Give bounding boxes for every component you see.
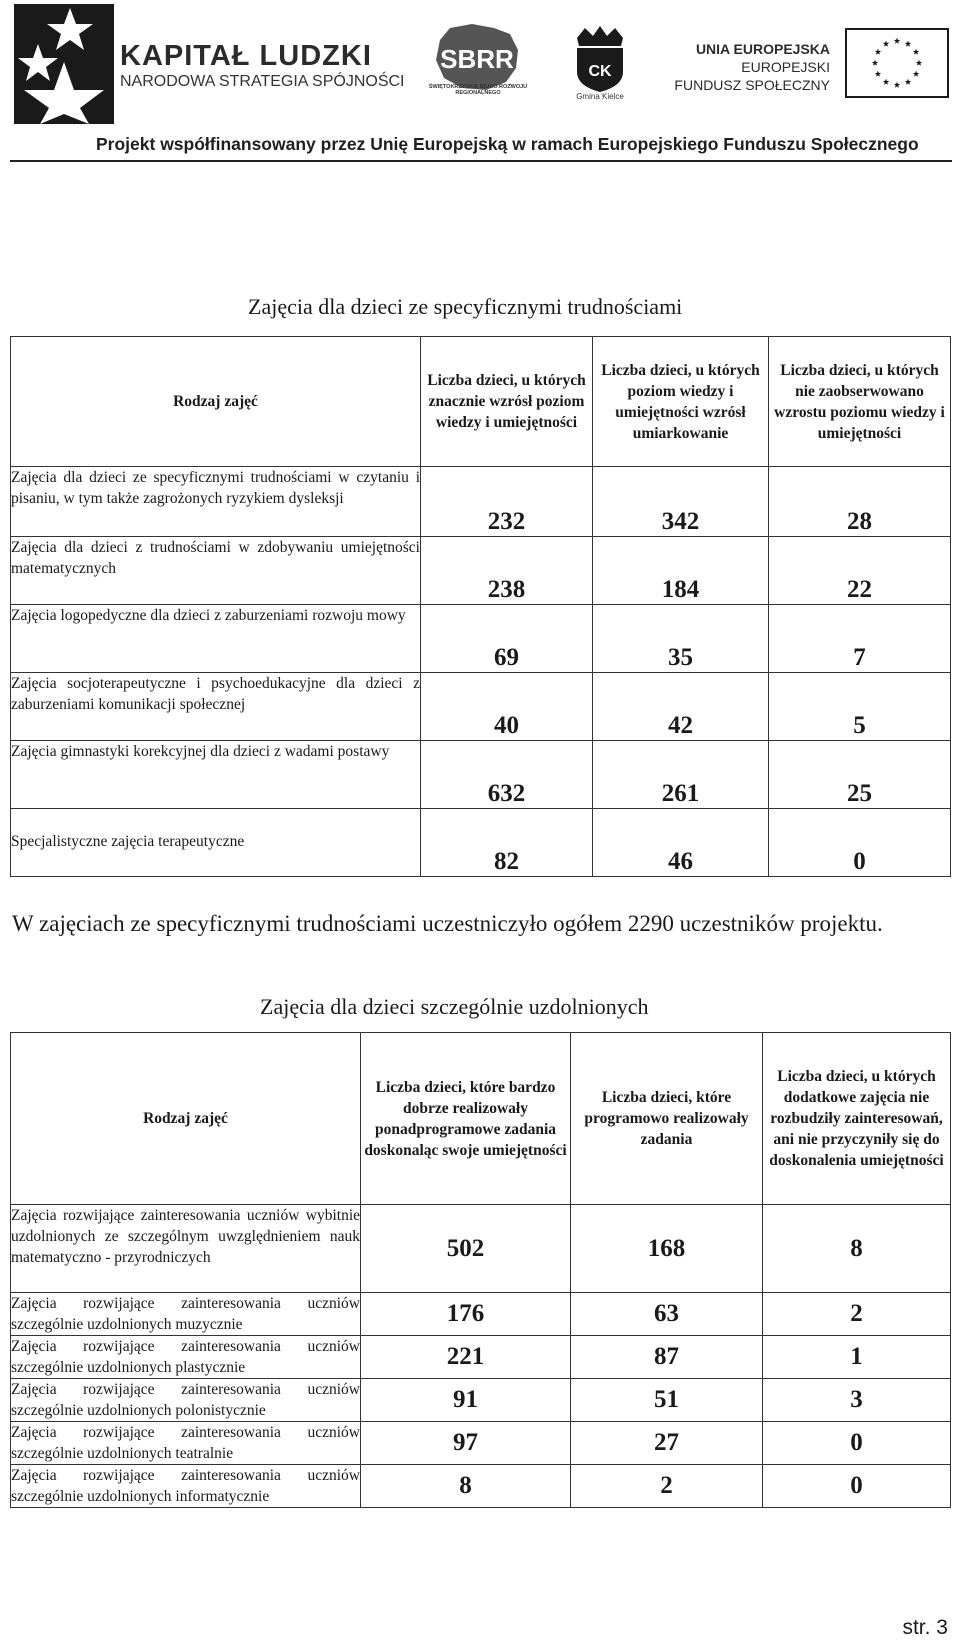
eu-line-3: FUNDUSZ SPOŁECZNY bbox=[674, 77, 830, 93]
column-header-none: Liczba dzieci, u których nie zaobserwowano wzrostu poziomu wiedzy i umiejętności bbox=[769, 337, 951, 467]
column-header-extra-tasks: Liczba dzieci, które bardzo dobrze realizowały ponadprogramowe zadania doskonaląc swoje umiejętności bbox=[361, 1033, 571, 1205]
svg-text:CK: CK bbox=[588, 63, 612, 80]
row-label: Zajęcia rozwijające zainteresowania uczniów szczególnie uzdolnionych polonistycznie bbox=[11, 1379, 361, 1422]
gmina-kielce-crest bbox=[571, 24, 629, 94]
value-extra-tasks: 97 bbox=[361, 1422, 571, 1465]
table-row bbox=[11, 809, 951, 877]
value-no-interest: 0 bbox=[763, 1465, 951, 1508]
column-header-significant: Liczba dzieci, u których znacznie wzrósł poziom wiedzy i umiejętności bbox=[421, 337, 593, 467]
row-label: Zajęcia gimnastyki korekcyjnej dla dzieci z wadami postawy bbox=[11, 741, 421, 809]
gifted-table bbox=[10, 1032, 951, 1508]
column-header-type: Rodzaj zajęć bbox=[11, 337, 421, 467]
page-number: str. 3 bbox=[902, 1616, 948, 1639]
difficulties-table bbox=[10, 336, 951, 877]
row-label: Zajęcia rozwijające zainteresowania uczniów szczególnie uzdolnionych plastycznie bbox=[11, 1336, 361, 1379]
value-extra-tasks: 176 bbox=[361, 1293, 571, 1336]
value-none: 7 bbox=[769, 605, 951, 673]
table-row bbox=[11, 741, 951, 809]
participants-summary: W zajęciach ze specyficznymi trudnościami uczestniczyło ogółem 2290 uczestników projektu. bbox=[12, 911, 883, 936]
cofunding-statement: Projekt współfinansowany przez Unię Europejską w ramach Europejskiego Funduszu Społecznego bbox=[96, 134, 919, 154]
column-header-type: Rodzaj zajęć bbox=[11, 1033, 361, 1205]
eu-wordmark bbox=[660, 40, 830, 94]
row-label: Zajęcia logopedyczne dla dzieci z zaburzeniami rozwoju mowy bbox=[11, 605, 421, 673]
eu-line-2: EUROPEJSKI bbox=[741, 59, 830, 75]
table-row bbox=[11, 1336, 951, 1379]
table-row bbox=[11, 1422, 951, 1465]
kapital-ludzki-subtitle: NARODOWA STRATEGIA SPÓJNOŚCI bbox=[120, 73, 405, 90]
row-label: Zajęcia rozwijające zainteresowania uczniów wybitnie uzdolnionych ze szczególnym uwzględnieniem nauk matematyczno - przyrodniczych bbox=[11, 1205, 361, 1293]
table-row bbox=[11, 467, 951, 537]
eu-flag-icon bbox=[845, 28, 949, 98]
value-moderate: 184 bbox=[593, 537, 769, 605]
kapital-ludzki-title: KAPITAŁ LUDZKI bbox=[120, 40, 372, 72]
value-program-tasks: 2 bbox=[571, 1465, 763, 1508]
value-significant: 82 bbox=[421, 809, 593, 877]
value-no-interest: 3 bbox=[763, 1379, 951, 1422]
value-significant: 238 bbox=[421, 537, 593, 605]
table-row bbox=[11, 1465, 951, 1508]
value-none: 25 bbox=[769, 741, 951, 809]
sbrr-caption: ŚWIĘTOKRZYSKIE BIURO ROZWOJU REGIONALNEGO bbox=[428, 84, 528, 96]
eu-line-1: UNIA EUROPEJSKA bbox=[695, 41, 830, 57]
table-row bbox=[11, 1205, 951, 1293]
row-label: Zajęcia rozwijające zainteresowania uczniów szczególnie uzdolnionych informatycznie bbox=[11, 1465, 361, 1508]
value-program-tasks: 63 bbox=[571, 1293, 763, 1336]
value-program-tasks: 51 bbox=[571, 1379, 763, 1422]
value-moderate: 35 bbox=[593, 605, 769, 673]
value-moderate: 42 bbox=[593, 673, 769, 741]
sbrr-wordmark: SBRR bbox=[440, 44, 514, 74]
value-significant: 232 bbox=[421, 467, 593, 537]
value-significant: 632 bbox=[421, 741, 593, 809]
value-none: 5 bbox=[769, 673, 951, 741]
section2-title: Zajęcia dla dzieci szczególnie uzdolnionych bbox=[260, 994, 649, 1019]
table-row bbox=[11, 1293, 951, 1336]
value-moderate: 46 bbox=[593, 809, 769, 877]
kapital-ludzki-logo bbox=[14, 4, 114, 124]
gmina-kielce-caption: Gmina Kielce bbox=[576, 92, 624, 101]
table-row bbox=[11, 537, 951, 605]
row-label: Zajęcia socjoterapeutyczne i psychoedukacyjne dla dzieci z zaburzeniami komunikacji społecznej bbox=[11, 673, 421, 741]
value-none: 28 bbox=[769, 467, 951, 537]
value-significant: 69 bbox=[421, 605, 593, 673]
section1-title: Zajęcia dla dzieci ze specyficznymi trudnościami bbox=[248, 294, 683, 319]
row-label: Zajęcia rozwijające zainteresowania uczniów szczególnie uzdolnionych muzycznie bbox=[11, 1293, 361, 1336]
column-header-no-interest: Liczba dzieci, u których dodatkowe zajęcia nie rozbudziły zainteresowań, ani nie przyczyniły się do doskonalenia umiejętności bbox=[763, 1033, 951, 1205]
header-divider bbox=[10, 160, 952, 162]
value-moderate: 342 bbox=[593, 467, 769, 537]
kapital-ludzki-wordmark bbox=[120, 40, 404, 92]
row-label: Zajęcia rozwijające zainteresowania uczniów szczególnie uzdolnionych teatralnie bbox=[11, 1422, 361, 1465]
table-row bbox=[11, 673, 951, 741]
value-significant: 40 bbox=[421, 673, 593, 741]
row-label: Specjalistyczne zajęcia terapeutyczne bbox=[11, 809, 421, 877]
table-header-row bbox=[11, 337, 951, 467]
header-logos bbox=[0, 0, 960, 170]
value-program-tasks: 27 bbox=[571, 1422, 763, 1465]
value-no-interest: 1 bbox=[763, 1336, 951, 1379]
table-row bbox=[11, 1379, 951, 1422]
value-extra-tasks: 221 bbox=[361, 1336, 571, 1379]
value-program-tasks: 168 bbox=[571, 1205, 763, 1293]
value-none: 22 bbox=[769, 537, 951, 605]
value-extra-tasks: 91 bbox=[361, 1379, 571, 1422]
table-row bbox=[11, 605, 951, 673]
row-label: Zajęcia dla dzieci ze specyficznymi trudnościami w czytaniu i pisaniu, w tym także zagrożonych ryzykiem dysleksji bbox=[11, 467, 421, 537]
row-label: Zajęcia dla dzieci z trudnościami w zdobywaniu umiejętności matematycznych bbox=[11, 537, 421, 605]
value-moderate: 261 bbox=[593, 741, 769, 809]
column-header-program-tasks: Liczba dzieci, które programowo realizowały zadania bbox=[571, 1033, 763, 1205]
value-program-tasks: 87 bbox=[571, 1336, 763, 1379]
table-header-row bbox=[11, 1033, 951, 1205]
value-none: 0 bbox=[769, 809, 951, 877]
value-extra-tasks: 8 bbox=[361, 1465, 571, 1508]
value-no-interest: 8 bbox=[763, 1205, 951, 1293]
value-no-interest: 2 bbox=[763, 1293, 951, 1336]
column-header-moderate: Liczba dzieci, u których poziom wiedzy i umiejętności wzrósł umiarkowanie bbox=[593, 337, 769, 467]
value-extra-tasks: 502 bbox=[361, 1205, 571, 1293]
value-no-interest: 0 bbox=[763, 1422, 951, 1465]
